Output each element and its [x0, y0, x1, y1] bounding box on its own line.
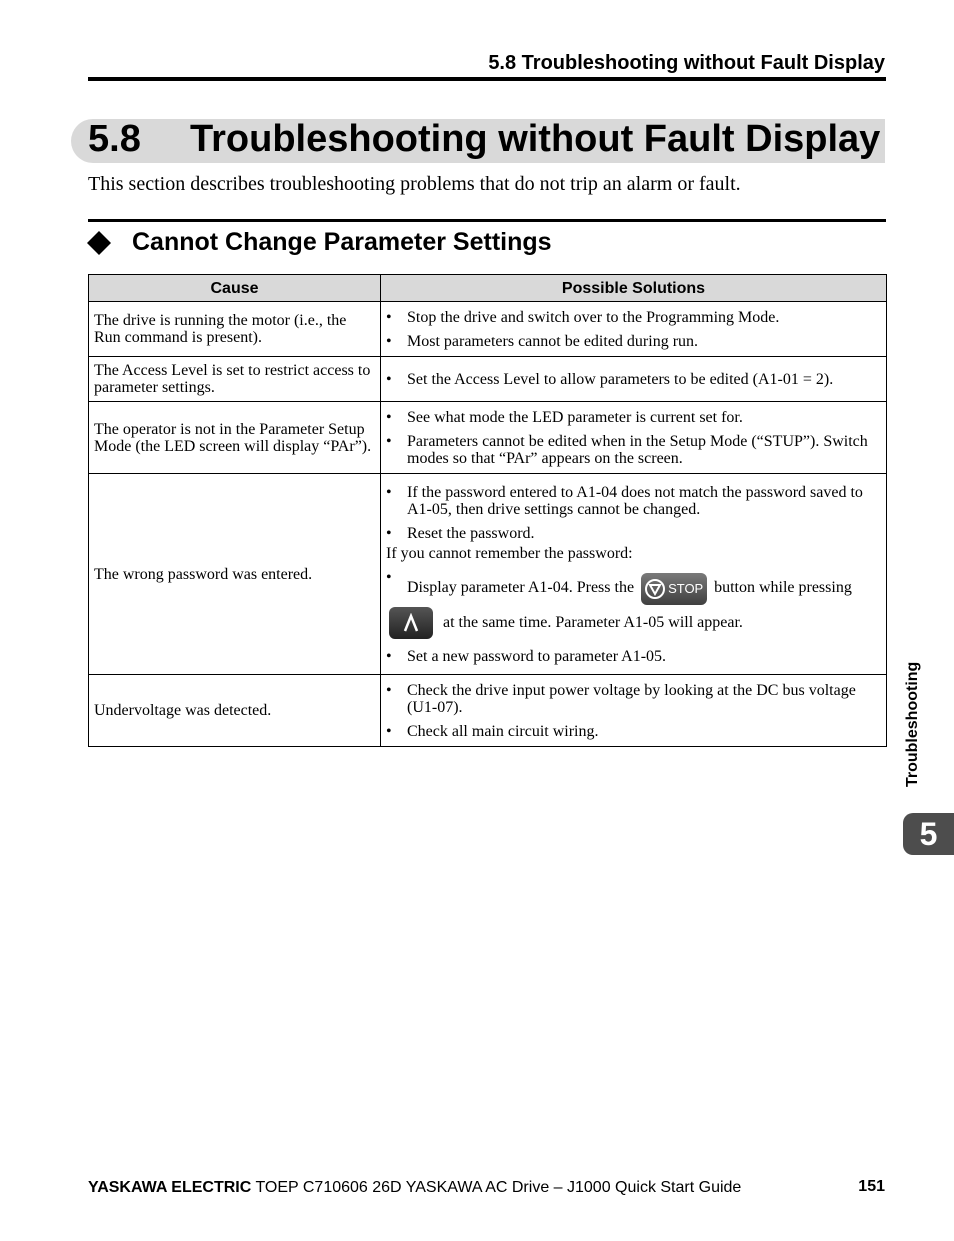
solutions-cell: [381, 474, 887, 675]
up-arrow-icon: [401, 613, 421, 633]
solution-item: • Reset the password.: [386, 525, 881, 542]
solution-item: • Check the drive input power voltage by looking at the DC bus voltage (U1-07).: [386, 682, 881, 716]
side-tab-label: Troubleshooting: [904, 661, 921, 787]
section-intro: This section describes troubleshooting problems that do not trip an alarm or fault.: [88, 173, 741, 195]
solution-item: • Check all main circuit wiring.: [386, 723, 881, 740]
troubleshooting-table: [88, 274, 887, 747]
header-rule: [88, 77, 886, 81]
solution-item: • Parameters cannot be edited when in the Setup Mode (“STUP”). Switch modes so that “PAr” appears on the screen.: [386, 433, 881, 467]
table-row: [89, 474, 887, 675]
solution-item: • If the password entered to A1-04 does not match the password saved to A1-05, then drive settings cannot be changed.: [386, 484, 881, 518]
column-header-cause: Cause: [89, 275, 381, 302]
running-header: 5.8 Troubleshooting without Fault Display: [488, 52, 885, 74]
subsection-rule: [88, 219, 886, 222]
chapter-tab: 5: [903, 813, 954, 855]
cause-cell: Undervoltage was detected.: [89, 675, 381, 747]
stop-step-line: [407, 569, 881, 605]
footer-doc-info: [88, 1179, 741, 1197]
cause-cell: The drive is running the motor (i.e., the Run command is present).: [89, 302, 381, 357]
diamond-icon: [86, 230, 112, 256]
solution-item-stop-step: [386, 569, 881, 641]
stop-icon: [644, 578, 666, 600]
stop-button-image: [641, 573, 707, 605]
stop-step-before: Display parameter A1-04. Press the: [407, 579, 635, 596]
section-number: 5.8: [88, 118, 141, 160]
stop-step-after: at the same time. Parameter A1-05 will appear.: [443, 614, 743, 631]
column-header-solutions: Possible Solutions: [381, 275, 887, 302]
password-note: If you cannot remember the password:: [386, 545, 633, 562]
subsection-title: Cannot Change Parameter Settings: [132, 228, 552, 256]
solutions-cell: [381, 302, 887, 357]
solution-item: • Set the Access Level to allow parameters to be edited (A1-01 = 2).: [386, 371, 881, 388]
section-title: Troubleshooting without Fault Display: [190, 118, 881, 160]
table-header-row: [89, 275, 887, 302]
up-step-line: [389, 605, 881, 641]
page-number: 151: [858, 1178, 885, 1195]
footer-doc-title: TOEP C710606 26D YASKAWA AC Drive – J1000 Quick Start Guide: [251, 1179, 742, 1196]
solutions-cell: [381, 402, 887, 474]
table-row: [89, 402, 887, 474]
solution-item: • Most parameters cannot be edited during run.: [386, 333, 881, 350]
stop-step-middle: button while pressing: [714, 579, 852, 596]
solutions-cell: [381, 675, 887, 747]
cause-cell: The wrong password was entered.: [89, 474, 381, 675]
stop-label: STOP: [668, 581, 704, 596]
cause-cell: The operator is not in the Parameter Setup Mode (the LED screen will display “PAr”).: [89, 402, 381, 474]
solution-item: • See what mode the LED parameter is current set for.: [386, 409, 881, 426]
solution-item: • Stop the drive and switch over to the Programming Mode.: [386, 309, 881, 326]
table-row: [89, 357, 887, 402]
up-arrow-button-image: [389, 607, 433, 639]
footer-brand: YASKAWA ELECTRIC: [88, 1179, 252, 1196]
solution-item: • Set a new password to parameter A1-05.: [386, 648, 881, 665]
solutions-cell: [381, 357, 887, 402]
table-row: [89, 675, 887, 747]
cause-cell: The Access Level is set to restrict access to parameter settings.: [89, 357, 381, 402]
table-row: [89, 302, 887, 357]
